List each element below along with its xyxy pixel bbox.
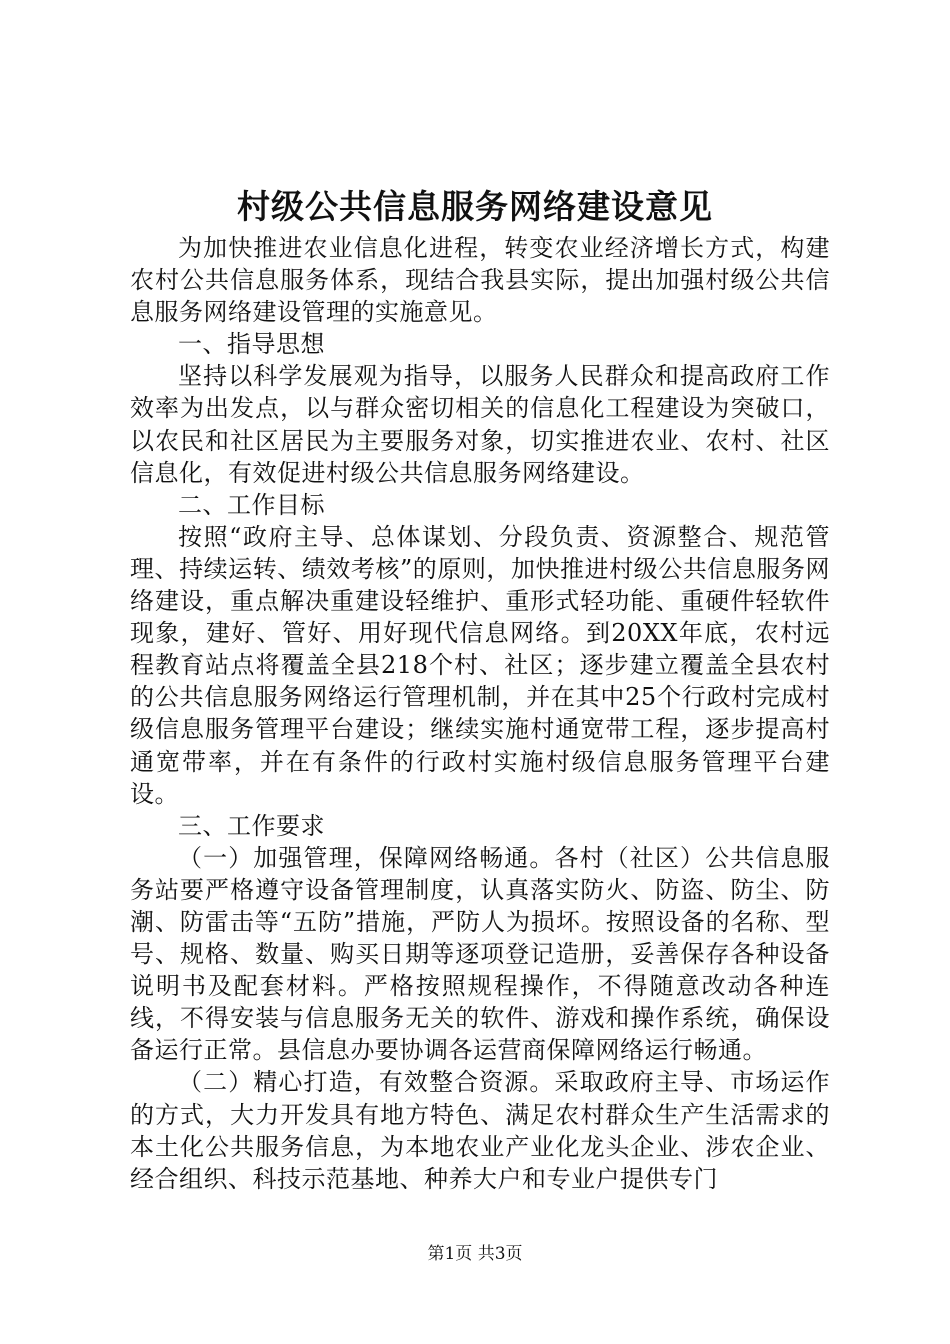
intro-paragraph: 为加快推进农业信息化进程，转变农业经济增长方式，构建农村公共信息服务体系，现结合我县实际，提出加强村级公共信息服务网络建设管理的实施意见。 — [130, 234, 830, 327]
section-heading-work-goals: 二、工作目标 — [178, 490, 325, 519]
section-heading-work-requirements: 三、工作要求 — [178, 811, 325, 840]
guiding-thought-paragraph: 坚持以科学发展观为指导，以服务人民群众和提高政府工作效率为出发点，以与群众密切相关的信息化工程建设为突破口，以农民和社区居民为主要服务对象，切实推进农业、农村、社区信息化，有效促进村级公共信息服务网络建设。 — [130, 362, 830, 487]
document-body — [130, 232, 830, 1195]
requirement-1-paragraph: （一）加强管理，保障网络畅通。各村（社区）公共信息服务站要严格遵守设备管理制度，认真落实防火、防盗、防尘、防潮、防雷击等“五防”措施，严防人为损坏。按照设备的名称、型号、规格、数量、购买日期等逐项登记造册，妥善保存各种设备说明书及配套材料。严格按照规程操作，不得随意改动各种连线，不得安装与信息服务无关的软件、游戏和操作系统，确保设备运行正常。县信息办要协调各运营商保障网络运行畅通。 — [130, 843, 830, 1065]
section-heading-guiding-thought: 一、指导思想 — [178, 330, 325, 359]
requirement-2-paragraph: （二）精心打造，有效整合资源。采取政府主导、市场运作的方式，大力开发具有地方特色、满足农村群众生产生活需求的本土化公共服务信息，为本地农业产业化龙头企业、涉农企业、经合组织、科技示范基地、种养大户和专业户提供专门 — [130, 1068, 830, 1193]
document-title: 村级公共信息服务网络建设意见 — [237, 187, 713, 226]
work-goals-paragraph: 按照“政府主导、总体谋划、分段负责、资源整合、规范管理、持续运转、绩效考核”的原则，加快推进村级公共信息服务网络建设，重点解决重建设轻维护、重形式轻功能、重硬件轻软件现象，建好、管好、用好现代信息网络。到20XX年底，农村远程教育站点将覆盖全县218个村、社区；逐步建立覆盖全县农村的公共信息服务网络运行管理机制，并在其中25个行政村完成村级信息服务管理平台建设；继续实施村通宽带工程，逐步提高村通宽带率，并在有条件的行政村实施村级信息服务管理平台建设。 — [130, 522, 830, 808]
page-number-footer: 第1页 共3页 — [427, 1244, 523, 1264]
